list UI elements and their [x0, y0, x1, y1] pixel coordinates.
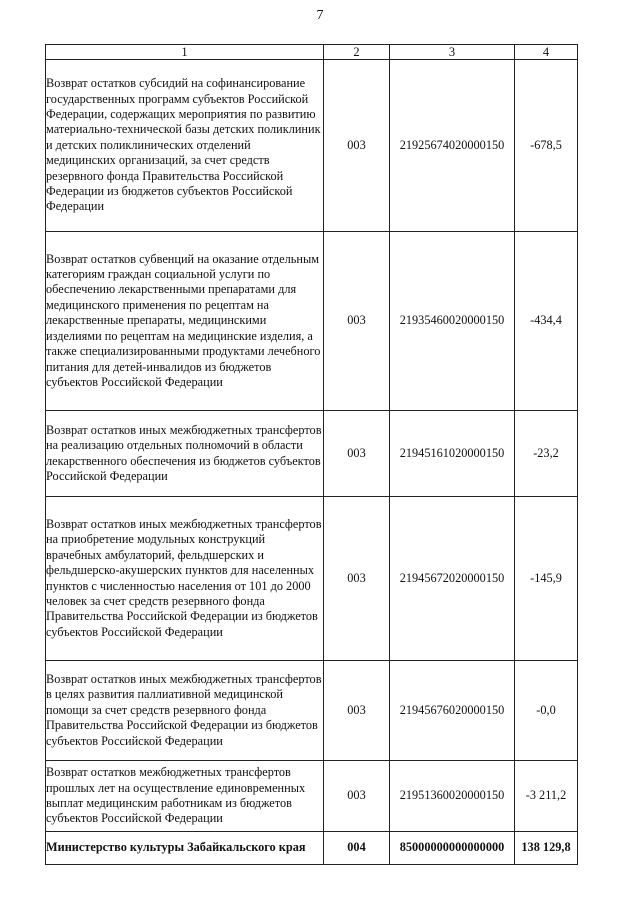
row-name: Возврат остатков иных межбюджетных трансфертов на приобретение модульных конструкций врачебных амбулаторий, фельдшерских и фельдшерско-акушерских пунктов для населенных пунктов с численностью населения от 101 до 2000 человек за счет средств резервного фонда Правительства Российской Федерации из бюджетов субъектов Российской Федерации [46, 497, 324, 661]
row-admin-code: 003 [324, 497, 390, 661]
table-row [46, 232, 578, 411]
row-name: Возврат остатков иных межбюджетных трансфертов в целях развития паллиативной медицинской помощи за счет средств резервного фонда Правительства Российской Федерации из бюджетов субъектов Российской Федерации [46, 661, 324, 761]
total-name: Министерство культуры Забайкальского края [46, 832, 324, 865]
row-amount: -3 211,2 [515, 761, 578, 832]
row-budget-code: 21925674020000150 [390, 60, 515, 232]
table-row [46, 60, 578, 232]
row-budget-code: 21951360020000150 [390, 761, 515, 832]
table-row [46, 761, 578, 832]
column-header-3: 3 [390, 45, 515, 60]
table-header-row [46, 45, 578, 60]
row-amount: -23,2 [515, 411, 578, 497]
column-header-1: 1 [46, 45, 324, 60]
row-admin-code: 003 [324, 60, 390, 232]
column-header-2: 2 [324, 45, 390, 60]
table-row [46, 411, 578, 497]
row-admin-code: 003 [324, 661, 390, 761]
row-name: Возврат остатков субсидий на софинансирование государственных программ субъектов Российской Федерации, содержащих мероприятия по развитию материально-технической базы детских поликлиник и детских поликлинических отделений медицинских организаций, за счет средств резервного фонда Правительства Российской Федерации из бюджетов субъектов Российской Федерации [46, 60, 324, 232]
row-name: Возврат остатков иных межбюджетных трансфертов на реализацию отдельных полномочий в области лекарственного обеспечения из бюджетов субъектов Российской Федерации [46, 411, 324, 497]
row-amount: -678,5 [515, 60, 578, 232]
row-name: Возврат остатков субвенций на оказание отдельным категориям граждан социальной услуги по обеспечению лекарственными препаратами для медицинского применения по рецептам на лекарственные препараты, медицинскими изделиями по рецептам на медицинские изделия, а также специализированными продуктами лечебного питания для детей-инвалидов из бюджетов субъектов Российской Федерации [46, 232, 324, 411]
row-budget-code: 21945676020000150 [390, 661, 515, 761]
table-row [46, 661, 578, 761]
column-header-4: 4 [515, 45, 578, 60]
table-row [46, 497, 578, 661]
row-admin-code: 003 [324, 411, 390, 497]
row-amount: -434,4 [515, 232, 578, 411]
row-name: Возврат остатков межбюджетных трансфертов прошлых лет на осуществление единовременных выплат медицинским работникам из бюджетов субъектов Российской Федерации [46, 761, 324, 832]
total-row [46, 832, 578, 865]
row-budget-code: 21935460020000150 [390, 232, 515, 411]
page-number: 7 [316, 8, 324, 23]
row-budget-code: 21945161020000150 [390, 411, 515, 497]
total-admin-code: 004 [324, 832, 390, 865]
row-admin-code: 003 [324, 761, 390, 832]
row-amount: -0,0 [515, 661, 578, 761]
total-budget-code: 85000000000000000 [390, 832, 515, 865]
total-amount: 138 129,8 [515, 832, 578, 865]
row-admin-code: 003 [324, 232, 390, 411]
row-amount: -145,9 [515, 497, 578, 661]
row-budget-code: 21945672020000150 [390, 497, 515, 661]
budget-table [45, 44, 578, 865]
